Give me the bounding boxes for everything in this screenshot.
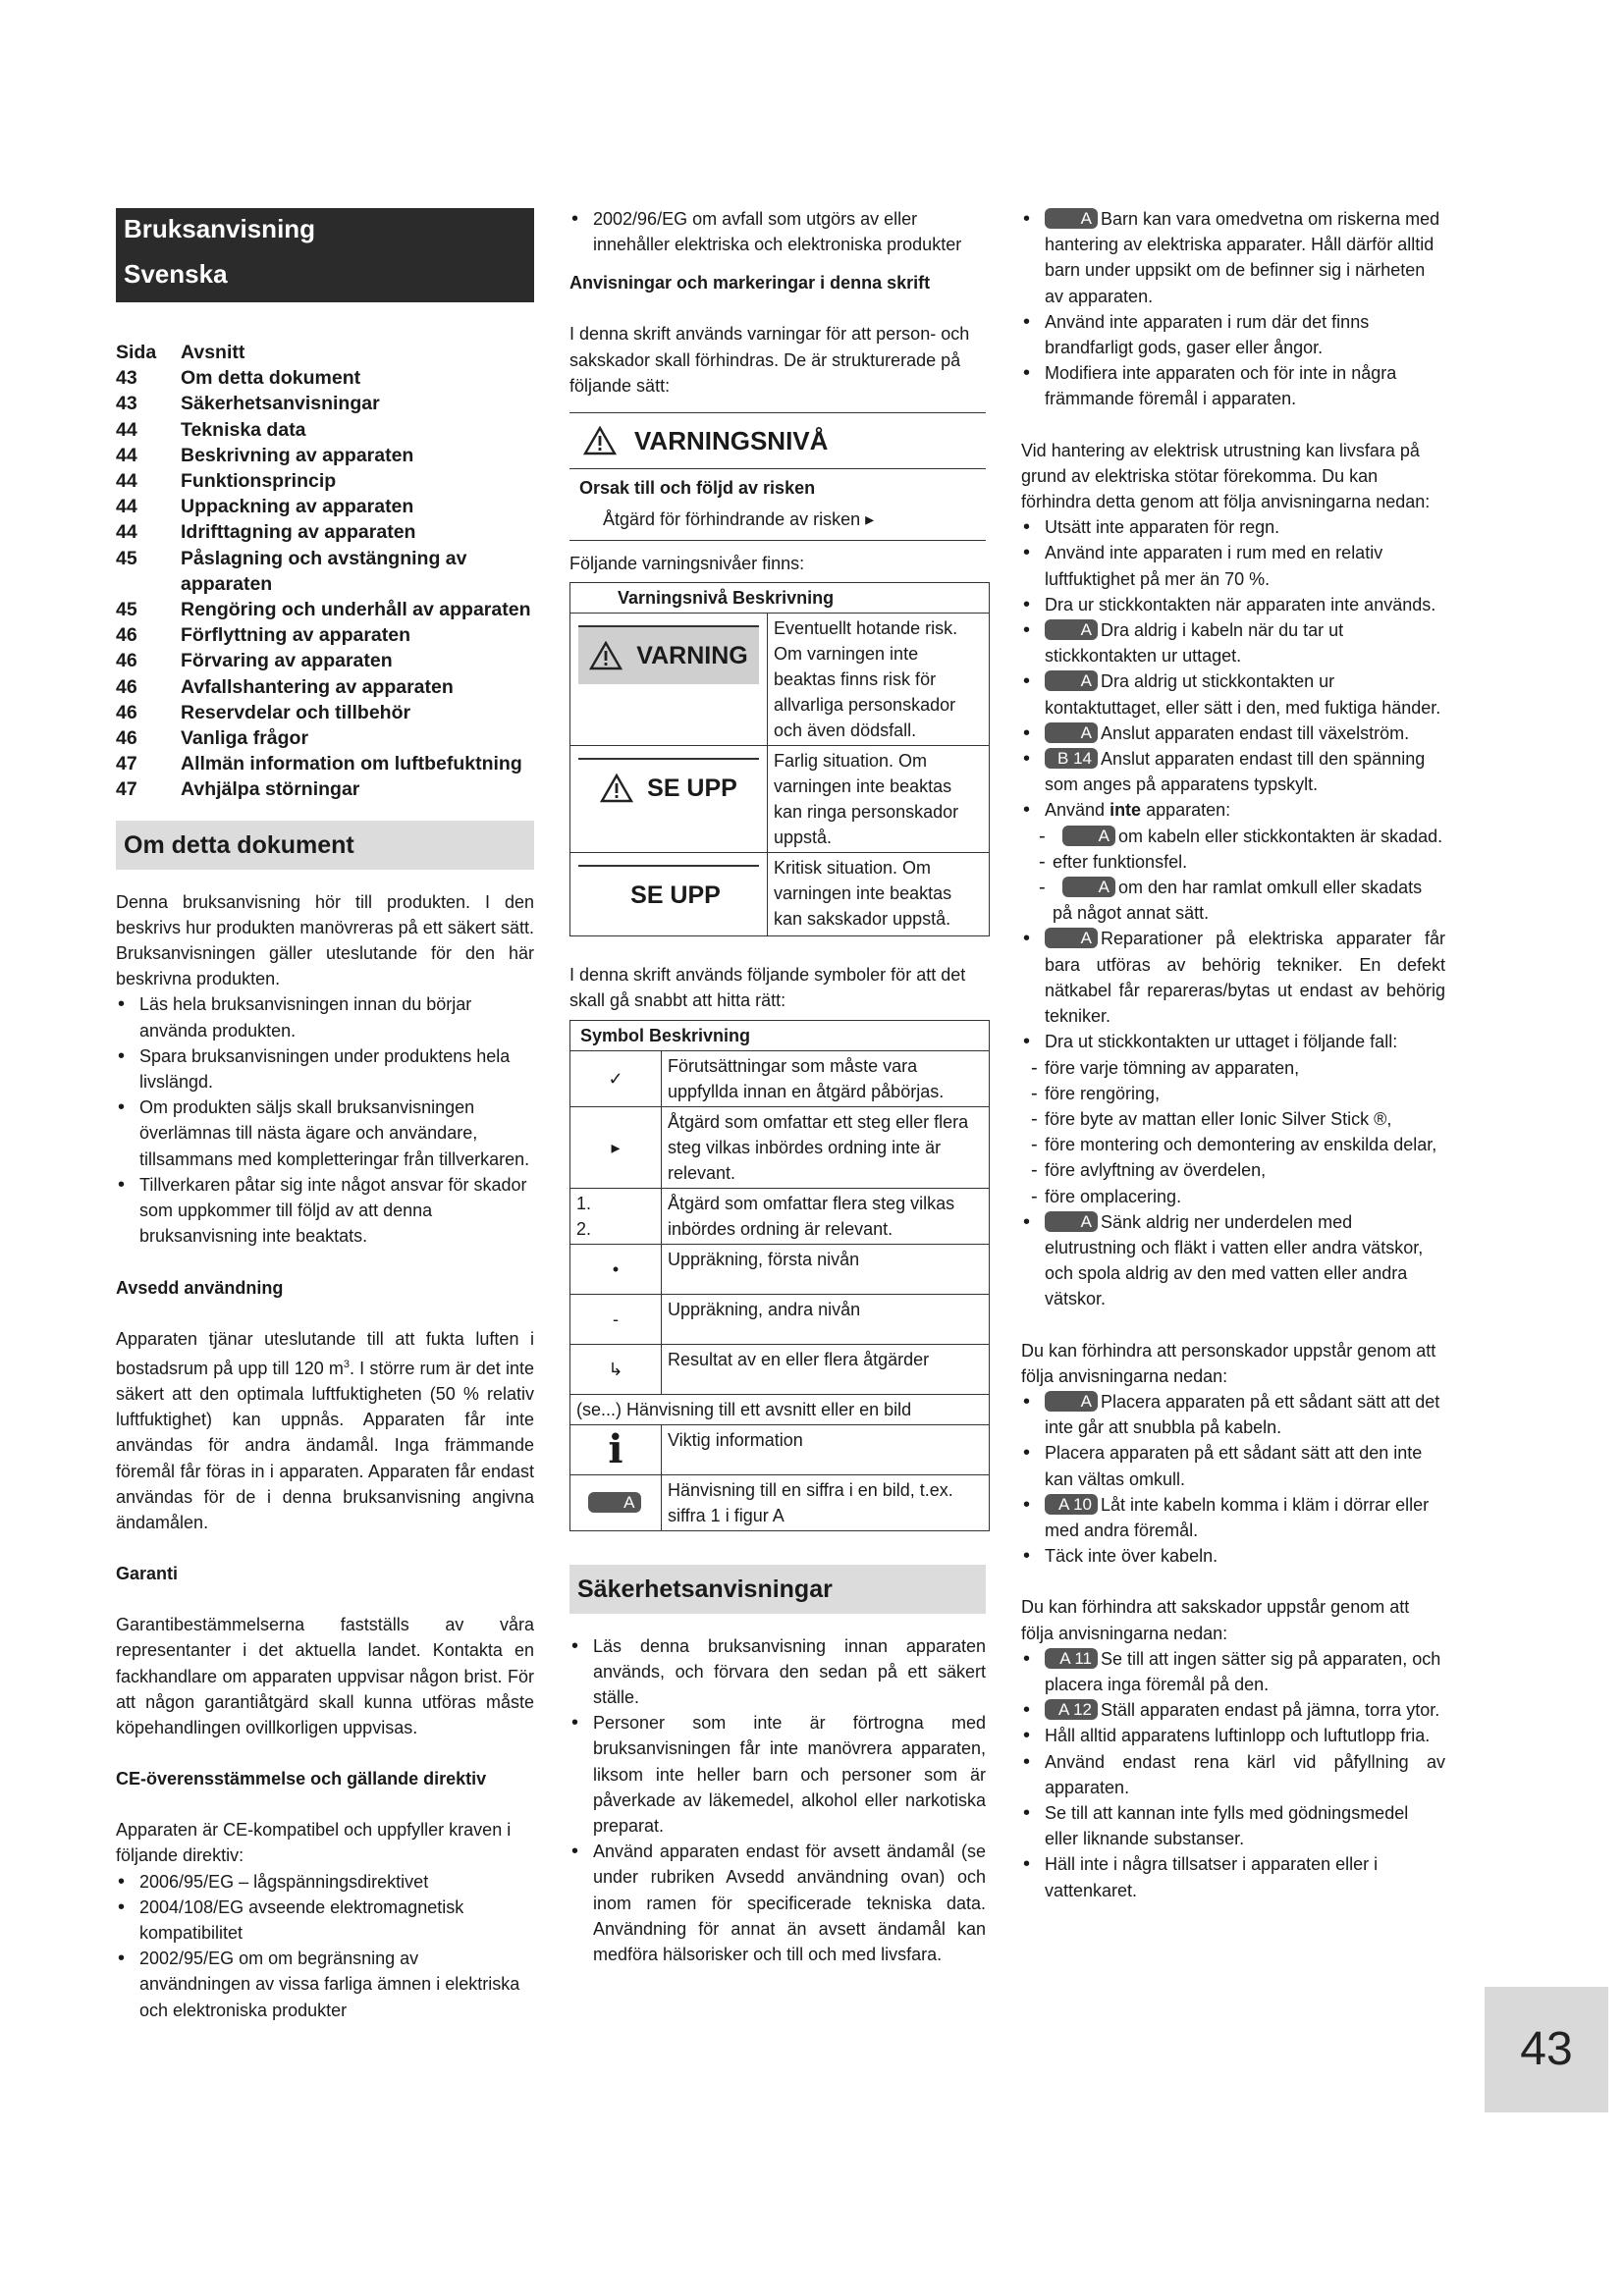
ce-text: Apparaten är CE-kompatibel och uppfyller kraven i följande direktiv: — [116, 1820, 512, 1866]
warning-level-row — [569, 413, 986, 469]
list-item — [1021, 1209, 1445, 1312]
toc-row[interactable] — [116, 519, 534, 545]
toc-section: Rengöring och underhåll av apparaten — [181, 599, 531, 621]
sub-list-item: - före avlyftning av överdelen, — [1031, 1157, 1445, 1183]
om-intro: Denna bruksanvisning hör till produkten. I den beskrivs hur produkten manövreras på ett säkert sätt. Bruksanvisningen gäller uteslutande för den här beskrivna produkten. — [116, 891, 534, 989]
level-badge-se-upp — [578, 758, 759, 817]
list-item — [1021, 797, 1445, 926]
list-item — [1021, 668, 1445, 720]
warning-triangle-icon — [600, 774, 633, 803]
toc-page: 44 — [116, 496, 137, 518]
toc-section: Idrifttagning av apparaten — [181, 521, 416, 544]
item-text: Ställ apparaten endast på jämna, torra ytor. — [1101, 1700, 1440, 1721]
item-text: Dra aldrig ut stickkontakten ur kontaktuttaget, eller sätt i den, med fuktiga händer. — [1045, 671, 1441, 718]
item-text-bold: inte — [1110, 800, 1142, 821]
toc-section: Allmän information om luftbefuktning — [181, 753, 522, 775]
column-left — [116, 206, 534, 2023]
list-item: • Läs hela bruksanvisningen innan du börjar använda produkten. — [116, 991, 534, 1042]
toc-section: Reservdelar och tillbehör — [181, 701, 411, 723]
item-text: Se till att ingen sätter sig på apparaten, och placera inga föremål på den. — [1045, 1648, 1441, 1694]
toc-page: 47 — [116, 753, 137, 775]
bullet-icon: • — [570, 1244, 662, 1294]
toc-section: Avfallshantering av apparaten — [181, 675, 454, 698]
table-row — [570, 614, 990, 746]
level-label: SE UPP — [630, 881, 721, 910]
warning-triangle-icon — [589, 641, 623, 670]
toc-page: 46 — [116, 675, 137, 698]
anv-title: Anvisningar och markeringar i denna skrift — [569, 273, 931, 294]
om-bullets — [116, 991, 534, 1249]
list-item: • Dra ur stickkontakten när apparaten inte används. — [1021, 592, 1445, 617]
list-item: • Häll inte i några tillsatser i apparaten eller i vattenkaret. — [1021, 1851, 1445, 1902]
toc-page: 46 — [116, 701, 137, 723]
table-row — [570, 1474, 990, 1530]
toc-page: 47 — [116, 778, 137, 801]
table-row — [570, 1294, 990, 1344]
toc-row[interactable] — [116, 546, 534, 597]
list-item: • Håll alltid apparatens luftinlopp och luftutlopp fria. — [1021, 1723, 1445, 1748]
spacer — [1021, 1312, 1445, 1338]
toc-row[interactable] — [116, 725, 534, 751]
item-text: Dra ut stickkontakten ur uttaget i följande fall: — [1045, 1032, 1398, 1052]
sub-list — [1031, 1055, 1445, 1209]
symbol-desc: Viktig information — [662, 1424, 990, 1474]
info-icon: i — [570, 1424, 662, 1474]
list-item: • Läs denna bruksanvisning innan apparaten används, och förvara den sedan på ett säkert ställe. — [569, 1633, 986, 1711]
toc-row[interactable] — [116, 417, 534, 443]
toc-row[interactable] — [116, 648, 534, 673]
list-item — [1021, 746, 1445, 797]
list-item: • Använd endast rena kärl vid påfyllning av apparaten. — [1021, 1749, 1445, 1800]
toc-col-section: Avsnitt — [181, 342, 245, 363]
anv-text: I denna skrift används varningar för att person- och sakskador skall förhindras. De är strukturerade på följande sätt: — [569, 324, 970, 396]
spacer — [569, 936, 986, 962]
list-item: • Spara bruksanvisningen under produktens hela livslängd. — [116, 1043, 534, 1095]
list-item: • Täck inte över kabeln. — [1021, 1543, 1445, 1569]
table-of-contents — [116, 340, 534, 803]
list-item — [1021, 926, 1445, 1029]
item-text: Placera apparaten på ett sådant sätt att det inte går att snubbla på kabeln. — [1045, 1391, 1440, 1438]
list-item: • Använd inte apparaten i rum med en relativ luftfuktighet på mer än 70 %. — [1021, 540, 1445, 591]
check-icon: ✓ — [570, 1050, 662, 1106]
title-box — [116, 208, 534, 302]
toc-page: 43 — [116, 393, 137, 415]
toc-section: Uppackning av apparaten — [181, 496, 414, 518]
level-desc: Farlig situation. Om varningen inte beaktas kan ringa personskador uppstå. — [768, 746, 990, 853]
symbol-desc: Åtgärd som omfattar flera steg vilkas inbördes ordning är relevant. — [662, 1188, 990, 1244]
symbols-header: Symbol Beskrivning — [570, 1020, 990, 1050]
spacer — [116, 1301, 534, 1326]
toc-row[interactable] — [116, 751, 534, 776]
garanti-title: Garanti — [116, 1564, 179, 1584]
toc-page: 44 — [116, 470, 137, 493]
toc-page: 46 — [116, 727, 137, 750]
figure-ref-badge: A — [1045, 1391, 1098, 1412]
warning-cause: Orsak till och följd av risken — [579, 478, 816, 499]
list-item — [1021, 1389, 1445, 1440]
warning-structure-box — [569, 412, 986, 541]
avsedd-text — [116, 1326, 534, 1536]
action-arrow-icon: ▸ — [570, 1106, 662, 1188]
toc-section: Beskrivning av apparaten — [181, 444, 414, 466]
personal-intro: Du kan förhindra att personskador uppstår genom att följa anvisningarna nedan: — [1021, 1340, 1436, 1386]
list-item — [1021, 721, 1445, 746]
toc-row[interactable] — [116, 443, 534, 468]
spacer — [116, 1586, 534, 1612]
spacer — [116, 1250, 534, 1275]
item-text: apparaten: — [1141, 800, 1231, 821]
item-text: Anslut apparaten endast till växelström. — [1101, 722, 1410, 743]
language-title: Svenska — [124, 259, 228, 289]
list-item: • Om produkten säljs skall bruksanvisningen överlämnas till nästa ägare och användare, tillsammans med kompletteringar från tillverkaren. — [116, 1095, 534, 1172]
table-row — [570, 1394, 990, 1424]
item-text: Barn kan vara omedvetna om riskerna med hantering av elektriska apparater. Håll därför alltid barn under uppsikt om de befinner sig i närheten av apparaten. — [1045, 209, 1440, 306]
avsedd-text-a: Apparaten tjänar uteslutande till att fukta luften i bostadsrum på upp till 120 m — [116, 1328, 534, 1378]
sub-list-item: - före omplacering. — [1031, 1184, 1445, 1209]
toc-row[interactable] — [116, 622, 534, 648]
spacer — [569, 295, 986, 321]
toc-section: Vanliga frågor — [181, 727, 309, 750]
item-text: om den har ramlat omkull eller skadats på något annat sätt. — [1053, 878, 1423, 924]
column-right — [1021, 206, 1445, 1903]
toc-section: Funktionsprincip — [181, 470, 337, 493]
symbol-desc: Hänvisning till en siffra i en bild, t.ex. siffra 1 i figur A — [662, 1474, 990, 1530]
level-cell — [570, 614, 768, 746]
toc-page: 44 — [116, 444, 137, 466]
spacer — [116, 1535, 534, 1561]
list-item: • Personer som inte är förtrogna med bruksanvisningen får inte manövrera apparaten, liksom inte heller barn och personer som är påverkade av läkemedel, alkohol eller narkotiska preparat. — [569, 1710, 986, 1839]
sub-list-item: - före byte av mattan eller Ionic Silver Stick ®, — [1031, 1106, 1445, 1132]
toc-page: 46 — [116, 650, 137, 672]
toc-section: Tekniska data — [181, 418, 306, 441]
list-item: • 2006/95/EG – lågspänningsdirektivet — [116, 1869, 534, 1895]
level-badge-varning — [578, 625, 759, 684]
list-item — [1021, 1646, 1445, 1697]
electric-bullets — [1021, 514, 1445, 1311]
toc-section: Avhjälpa störningar — [181, 778, 360, 801]
numbered-steps-symbol: 1. 2. — [570, 1188, 662, 1244]
figure-ref-badge: A 11 — [1045, 1648, 1098, 1669]
personal-bullets — [1021, 1389, 1445, 1569]
symbol-desc: Uppräkning, andra nivån — [662, 1294, 990, 1344]
toc-row[interactable] — [116, 597, 534, 622]
table-row — [570, 1188, 990, 1244]
symbol-desc: Förutsättningar som måste vara uppfyllda innan en åtgärd påbörjas. — [662, 1050, 990, 1106]
garanti-text: Garantibestämmelserna fastställs av våra representanter i det aktuella landet. Kontakta en fackhandlare om apparaten uppvisar någon brist. För att någon garantiåtgärd skall kunna utföras måste köpehandlingen ovillkorligen uppvisas. — [116, 1615, 534, 1737]
toc-page: 44 — [116, 418, 137, 441]
item-text: Anslut apparaten endast till den spänning som anges på apparatens typskylt. — [1045, 749, 1426, 795]
sak-bullets — [569, 1633, 986, 1968]
sub-list-item: - efter funktionsfel. — [1039, 849, 1445, 875]
weee-bullet — [569, 206, 986, 257]
level-badge-se-upp-material — [578, 865, 759, 924]
spacer — [1021, 412, 1445, 438]
sub-list — [1039, 824, 1445, 927]
list-item: • Utsätt inte apparaten för regn. — [1021, 514, 1445, 540]
symbol-desc: Resultat av en eller flera åtgärder — [662, 1344, 990, 1394]
sub-list-item — [1039, 875, 1445, 926]
spacer — [1021, 1569, 1445, 1594]
warning-triangle-icon — [583, 426, 617, 455]
figure-ref-badge: A 12 — [1045, 1699, 1098, 1720]
sub-list-item — [1039, 824, 1445, 849]
toc-section: Påslagning och avstängning av apparaten — [181, 547, 467, 595]
avsedd-text-b: . I större rum är det inte säkert att den optimala luftfuktigheten (50 % relativ luftfuktighet) kan uppnås. Apparaten får inte användas för andra ändamål. Inga främmande föremål får föras in i apparaten. Apparaten får endast användas för de i denna bruksanvisning angivna ändamålen. — [116, 1358, 534, 1532]
toc-section: Säkerhetsanvisningar — [181, 393, 380, 415]
level-label: VARNING — [636, 642, 748, 670]
item-text: Använd — [1045, 800, 1110, 821]
toc-page: 46 — [116, 624, 137, 647]
list-item: • Placera apparaten på ett sådant sätt att den inte kan vältas omkull. — [1021, 1440, 1445, 1491]
table-row — [570, 746, 990, 853]
level-cell — [570, 746, 768, 853]
symbols-table — [569, 1020, 990, 1531]
item-text: Sänk aldrig ner underdelen med elutrustning och fläkt i vatten eller andra vätskor, och spola aldrig av den med vatten eller andra vätskor. — [1045, 1211, 1424, 1309]
warning-action: Åtgärd för förhindrande av risken ▸ — [603, 509, 875, 530]
sub-list-item: - före rengöring, — [1031, 1081, 1445, 1106]
toc-section: Förflyttning av apparaten — [181, 624, 411, 647]
list-item — [1021, 1697, 1445, 1723]
sub-list-item: - före varje tömning av apparaten, — [1031, 1055, 1445, 1081]
warning-level-label: VARNINGSNIVÅ — [634, 425, 829, 455]
list-item: • 2002/95/EG om om begränsning av användningen av vissa farliga ämnen i elektriska och elektroniska produkter — [116, 1946, 534, 2023]
symbol-ref-row: (se...) Hänvisning till ett avsnitt eller en bild — [570, 1394, 990, 1424]
toc-page: 44 — [116, 521, 137, 544]
item-text: Reparationer på elektriska apparater får bara utföras av behörig tekniker. En defekt nätkabel får repareras/bytas ut endast av behörig tekniker. — [1045, 929, 1445, 1027]
toc-page: 45 — [116, 547, 137, 569]
toc-col-page: Sida — [116, 342, 157, 363]
section-heading-sakerhet: Säkerhetsanvisningar — [569, 1565, 986, 1614]
list-item: • Tillverkaren påtar sig inte något ansvar för skador som uppkommer till följd av att denna bruksanvisning inte beaktats. — [116, 1172, 534, 1250]
toc-row[interactable] — [116, 494, 534, 519]
table-row — [570, 1050, 990, 1106]
dash-icon: - — [570, 1294, 662, 1344]
sub-list-item: - före montering och demontering av enskilda delar, — [1031, 1132, 1445, 1157]
list-item: • Se till att kannan inte fylls med gödningsmedel eller liknande substanser. — [1021, 1800, 1445, 1851]
avsedd-sup: 3 — [343, 1358, 351, 1370]
column-middle — [569, 206, 986, 1967]
page-number: 43 — [1485, 1987, 1608, 2112]
table-row — [570, 1106, 990, 1188]
level-cell — [570, 853, 768, 936]
result-arrow-icon: ↳ — [570, 1344, 662, 1394]
list-item — [1021, 206, 1445, 309]
list-item: • 2002/96/EG om avfall som utgörs av eller innehåller elektriska och elektroniska produkter — [569, 206, 986, 257]
list-item: • 2004/108/EG avseende elektromagnetisk kompatibilitet — [116, 1895, 534, 1946]
spacer — [569, 257, 986, 270]
table-row — [570, 853, 990, 936]
symbols-intro: I denna skrift används följande symboler för att det skall gå snabbt att hitta rätt: — [569, 965, 966, 1011]
table-row — [570, 1244, 990, 1294]
figure-ref-badge: A — [588, 1492, 641, 1513]
manual-title: Bruksanvisning — [124, 214, 316, 243]
figure-ref-badge: B 14 — [1045, 748, 1098, 769]
figure-ref-badge: A — [1045, 208, 1098, 229]
toc-page: 43 — [116, 367, 137, 390]
toc-section: Förvaring av apparaten — [181, 650, 393, 672]
item-text: Dra aldrig i kabeln när du tar ut stickkontakten ur uttaget. — [1045, 620, 1344, 667]
toc-page: 45 — [116, 599, 137, 621]
table-row — [570, 1344, 990, 1394]
toc-row[interactable] — [116, 391, 534, 416]
section-heading-om: Om detta dokument — [116, 821, 534, 870]
figure-ref-badge: A — [1062, 877, 1115, 897]
figure-ref-badge: A 10 — [1045, 1494, 1098, 1515]
figure-ref-badge: A — [1045, 619, 1098, 640]
list-item — [1021, 617, 1445, 668]
level-label: SE UPP — [647, 774, 737, 803]
list-item: • Använd inte apparaten i rum där det finns brandfarligt gods, gaser eller ångor. — [1021, 309, 1445, 360]
list-item — [1021, 1492, 1445, 1543]
toc-row[interactable] — [116, 674, 534, 700]
toc-header — [116, 340, 534, 365]
warning-levels-table — [569, 582, 990, 936]
toc-row[interactable] — [116, 365, 534, 391]
level-desc: Eventuellt hotande risk. Om varningen inte beaktas finns risk för allvarliga personskador och även dödsfall. — [768, 614, 990, 746]
symbol-desc: Åtgärd som omfattar ett steg eller flera steg vilkas inbördes ordning inte är relevant. — [662, 1106, 990, 1188]
list-item: • Modifiera inte apparaten och för inte in några främmande föremål i apparaten. — [1021, 360, 1445, 411]
item-text: Låt inte kabeln komma i kläm i dörrar eller med andra föremål. — [1045, 1494, 1430, 1540]
ce-bullets — [116, 1869, 534, 2023]
toc-row[interactable] — [116, 700, 534, 725]
figure-ref-cell — [570, 1474, 662, 1530]
avsedd-title: Avsedd användning — [116, 1277, 284, 1298]
symbol-desc: Uppräkning, första nivån — [662, 1244, 990, 1294]
table-row — [570, 1424, 990, 1474]
figure-ref-badge: A — [1045, 722, 1098, 743]
toc-section: Om detta dokument — [181, 367, 361, 390]
toc-row[interactable] — [116, 776, 534, 802]
figure-ref-badge: A — [1062, 826, 1115, 846]
list-item: • Använd apparaten endast för avsett ändamål (se under rubriken Avsedd användning ovan) och inom ramen för specificerade tekniska data. Användning för annat än avsett ändamål kan medföra hälsorisker och till och med livsfara. — [569, 1839, 986, 1967]
electric-intro: Vid hantering av elektrisk utrustning kan livsfara på grund av elektriska stötar förekomma. Du kan förhindra detta genom att följa anvisningarna nedan: — [1021, 440, 1431, 512]
spacer — [116, 1791, 534, 1817]
figure-ref-badge: A — [1045, 1211, 1098, 1232]
general-safety-bullets — [1021, 206, 1445, 412]
levels-header: Varningsnivå Beskrivning — [570, 583, 990, 614]
level-desc: Kritisk situation. Om varningen inte beaktas kan sakskador uppstå. — [768, 853, 990, 936]
toc-row[interactable] — [116, 468, 534, 494]
property-bullets — [1021, 1646, 1445, 1903]
levels-intro: Följande varningsnivåer finns: — [569, 554, 805, 574]
property-intro: Du kan förhindra att sakskador uppstår genom att följa anvisningarna nedan: — [1021, 1597, 1410, 1643]
figure-ref-badge: A — [1045, 670, 1098, 691]
list-item — [1021, 1029, 1445, 1208]
item-text: om kabeln eller stickkontakten är skadad. — [1118, 826, 1443, 846]
figure-ref-badge: A — [1045, 928, 1098, 948]
ce-title: CE-överensstämmelse och gällande direktiv — [116, 1769, 487, 1789]
spacer — [116, 1740, 534, 1766]
